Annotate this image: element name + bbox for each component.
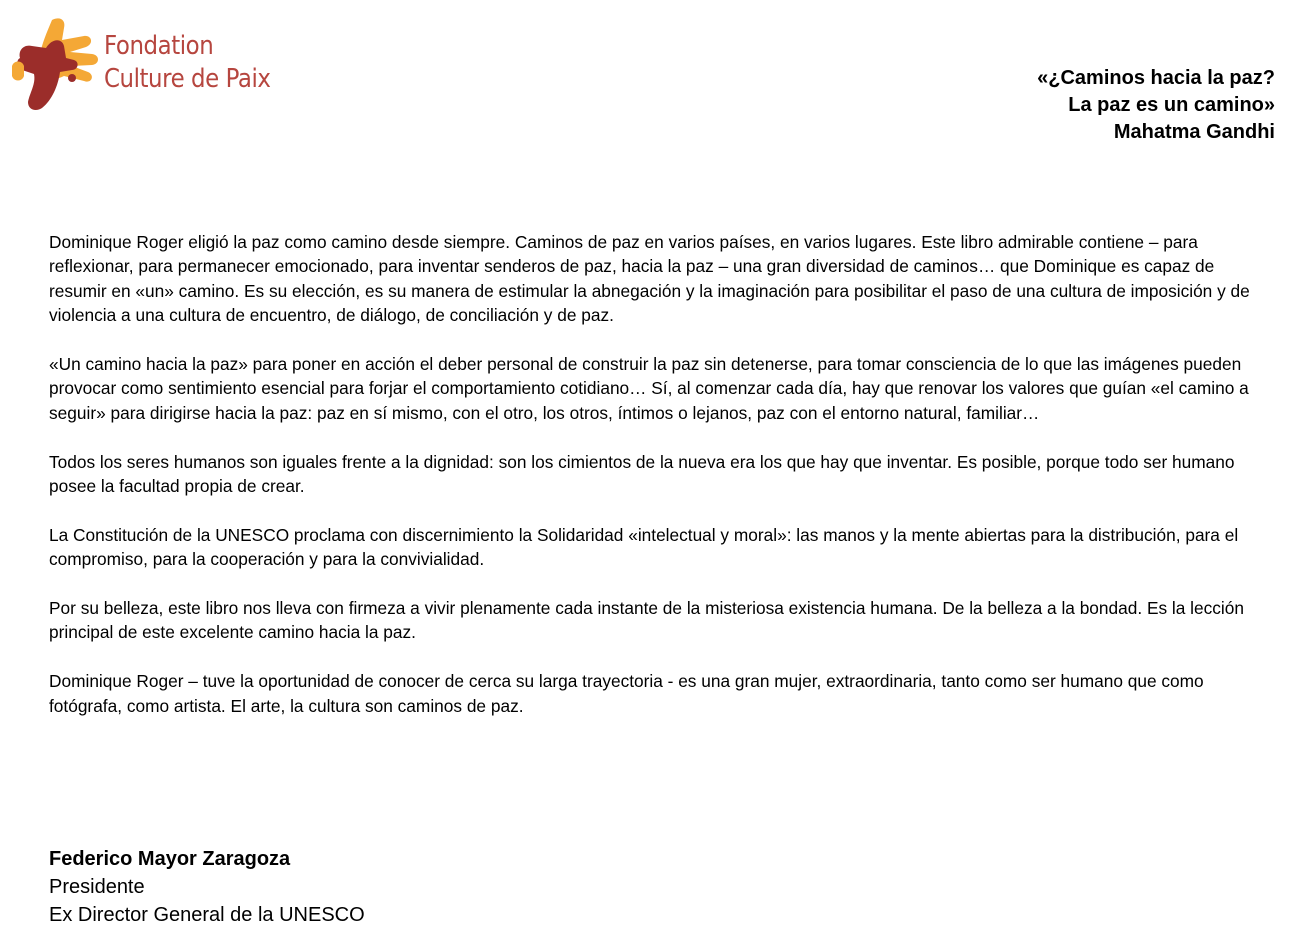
logo-line-2: Culture de Paix (104, 64, 271, 94)
paragraph: La Constitución de la UNESCO proclama con discernimiento la Solidaridad «intelectual y moral»: las manos y la mente abiertas para la distribución, para el compromiso, para la cooperación y para la convivialidad. (49, 524, 1239, 570)
quote-line-2: La paz es un camino» (1068, 94, 1275, 116)
paragraph: Todos los seres humanos son iguales frente a la dignidad: son los cimientos de la nueva era los que hay que inventar. Es posible, porque todo ser humano posee la facultad propia de crear. (49, 451, 1235, 497)
paragraph: Dominique Roger eligió la paz como camino desde siempre. Caminos de paz en varios países, en varios lugares. Este libro admirable contiene – para reflexionar, para permanecer emocionado, para inventar senderos de paz, hacia la paz – una gran diversidad de caminos… que Dominique es capaz de resumir en «un» camino. Es su elección, es su manera de estimular la abnegación y la imaginación para posibilitar el paso de una cultura de imposición y de violencia a una cultura de encuentro, de diálogo, de conciliación y de paz. (49, 232, 1250, 326)
hands-logo-icon (12, 14, 107, 114)
signatory-name: Federico Mayor Zaragoza (49, 848, 291, 870)
foundation-logo (12, 14, 302, 114)
quote-author: Mahatma Gandhi (1113, 121, 1275, 143)
letter-body (49, 230, 1274, 742)
logo-wordmark (104, 30, 293, 96)
paragraph: «Un camino hacia la paz» para poner en acción el deber personal de construir la paz sin detenerse, para tomar consciencia de lo que las imágenes pueden provocar como sentimiento esencial para forjar el comportamiento cotidiano… Sí, al comenzar cada día, hay que renovar los valores que guían «el camino a seguir» para dirigirse hacia la paz: paz en sí mismo, con el otro, los otros, íntimos o lejanos, paz con el entorno natural, familiar… (49, 354, 1249, 423)
signatory-title: Ex Director General de la UNESCO (49, 904, 365, 926)
paragraph: Dominique Roger – tuve la oportunidad de conocer de cerca su larga trayectoria - es una gran mujer, extraordinaria, tanto como ser humano que como fotógrafa, como artista. El arte, la cultura son caminos de paz. (49, 671, 1204, 716)
quote-line-1: «¿Caminos hacia la paz? (1037, 67, 1275, 89)
paragraph: Por su belleza, este libro nos lleva con firmeza a vivir plenamente cada instante de la misteriosa existencia humana. De la belleza a la bondad. Es la lección principal de este excelente camino hacia la paz. (49, 598, 1244, 643)
logo-line-1: Fondation (104, 31, 214, 61)
signature-block (49, 845, 365, 929)
signatory-role: Presidente (49, 876, 145, 898)
epigraph-quote (1037, 65, 1275, 146)
